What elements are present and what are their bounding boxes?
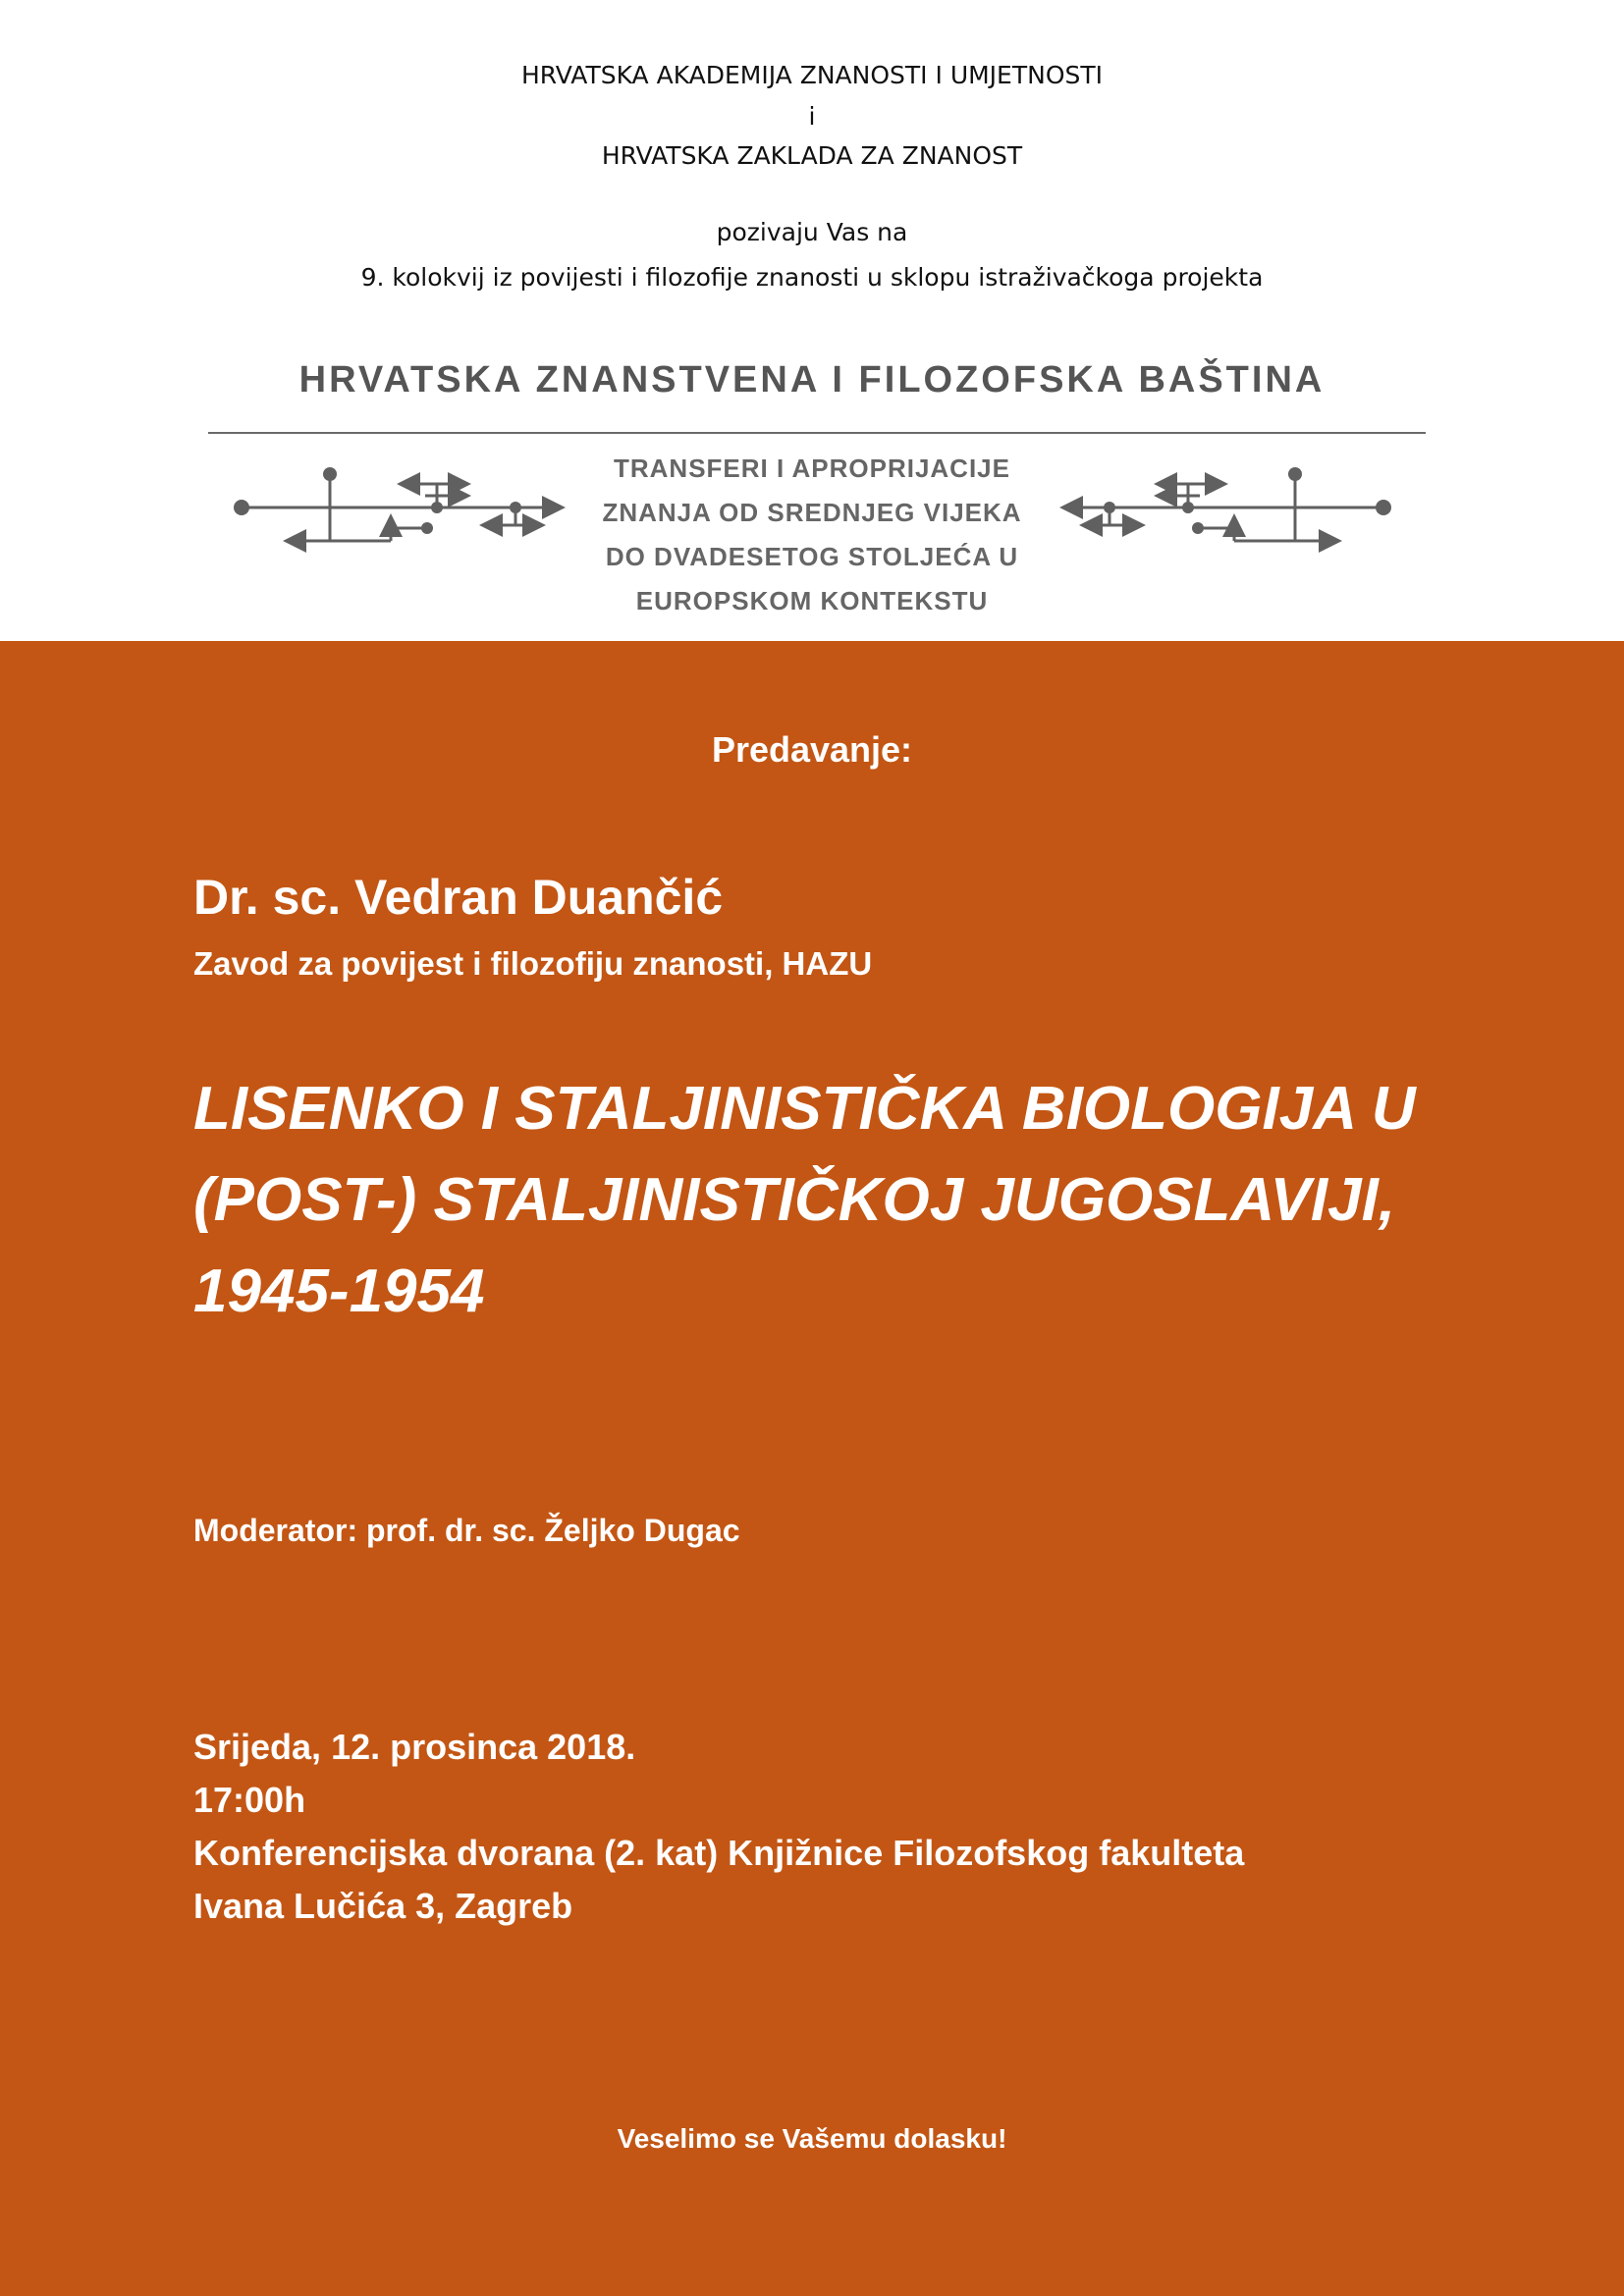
speaker-institution: Zavod za povijest i filozofiju znanosti, HAZU [193, 945, 873, 982]
invitation-text: pozivaju Vas na [716, 218, 908, 246]
lecture-title-line: (POST-) STALJINISTIČKOJ JUGOSLAVIJI, [193, 1166, 1396, 1234]
organizer-foundation: HRVATSKA ZAKLADA ZA ZNANOST [601, 141, 1023, 170]
logo-subtitle-line: TRANSFERI I APROPRIJACIJE [614, 454, 1010, 483]
logo-subtitle-line: ZNANJA OD SREDNJEG VIJEKA [602, 498, 1022, 527]
event-venue: Konferencijska dvorana (2. kat) Knjižnice Filozofskog fakulteta [193, 1833, 1245, 1873]
closing-message: Veselimo se Vašemu dolasku! [617, 2123, 1007, 2154]
network-diagram-left-icon [226, 456, 569, 555]
lecture-title-line: LISENKO I STALJINISTIČKA BIOLOGIJA U [193, 1075, 1416, 1143]
speaker-name: Dr. sc. Vedran Duančić [193, 870, 724, 925]
organizer-academy: HRVATSKA AKADEMIJA ZNANOSTI I UMJETNOSTI [520, 61, 1104, 89]
logo-subtitle-line: DO DVADESETOG STOLJEĆA U [605, 542, 1019, 571]
logo-divider [208, 432, 1426, 434]
lecture-label: Predavanje: [711, 729, 913, 770]
lecture-title-line: 1945-1954 [193, 1257, 485, 1325]
event-date: Srijeda, 12. prosinca 2018. [193, 1727, 636, 1767]
network-diagram-right-icon [1056, 456, 1399, 555]
logo-subtitle-line: EUROPSKOM KONTEKSTU [635, 586, 989, 615]
logo-title: HRVATSKA ZNANSTVENA I FILOZOFSKA BAŠTINA [298, 359, 1326, 400]
event-address: Ivana Lučića 3, Zagreb [193, 1886, 573, 1926]
moderator: Moderator: prof. dr. sc. Željko Dugac [193, 1513, 740, 1548]
lecture-title [193, 1063, 1416, 1337]
organizer-conjunction: i [808, 102, 816, 131]
event-time: 17:00h [193, 1780, 306, 1820]
colloquium-text: 9. kolokvij iz povijesti i filozofije znanosti u sklopu istraživačkoga projekta [360, 263, 1264, 292]
event-details [193, 1721, 1244, 1933]
project-logo [0, 358, 1624, 614]
event-section [0, 641, 1624, 2296]
header-section [0, 0, 1624, 641]
logo-subtitle [567, 447, 1057, 623]
